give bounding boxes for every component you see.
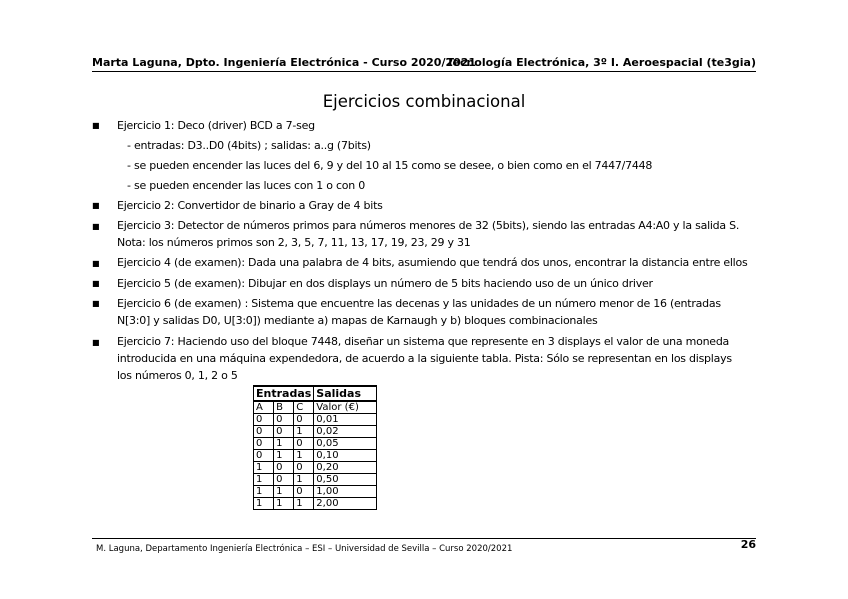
footer-rule (92, 538, 756, 539)
table-cell: 1 (274, 438, 294, 450)
table-cell: 0 (294, 438, 314, 450)
table-cell: 1 (274, 486, 294, 498)
bullet-icon: ■ (92, 338, 100, 347)
table-row (254, 450, 377, 462)
header-author: Marta Laguna, Dpto. Ingeniería Electrónica - Curso 2020/2021 (92, 56, 477, 69)
bullet-icon: ■ (92, 299, 100, 308)
header-rule (92, 71, 756, 72)
exercise-3-line-1: Ejercicio 3: Detector de números primos para números menores de 32 (5bits), siendo las entradas A4:A0 y la salida S. (117, 219, 740, 232)
table-cell: 0,10 (314, 450, 377, 462)
table-column-header: A (254, 401, 274, 414)
table-cell: 0 (274, 462, 294, 474)
table-cell: 1 (294, 498, 314, 510)
table-row (254, 486, 377, 498)
table-cell: 0 (274, 414, 294, 426)
table-cell: 0 (274, 474, 294, 486)
table-cell: 0,50 (314, 474, 377, 486)
bullet-icon: ■ (92, 259, 100, 268)
exercise-3-line-2: Nota: los números primos son 2, 3, 5, 7, 11, 13, 17, 19, 23, 29 y 31 (117, 236, 471, 249)
table-cell: 2,00 (314, 498, 377, 510)
table-group-header-outputs: Salidas (314, 386, 377, 401)
bullet-icon: ■ (92, 279, 100, 288)
table-cell: 0,05 (314, 438, 377, 450)
table-cell: 0,02 (314, 426, 377, 438)
page-header (92, 56, 756, 70)
exercise-1-line-4: - se pueden encender las luces con 1 o con 0 (127, 179, 366, 192)
table-cell: 0 (254, 450, 274, 462)
table-cell: 1 (294, 474, 314, 486)
table-column-header-row (254, 401, 377, 414)
exercise-1-line-2: - entradas: D3..D0 (4bits) ; salidas: a..g (7bits) (127, 139, 371, 152)
exercise-6-line-2: N[3:0] y salidas D0, U[3:0]) mediante a) mapas de Karnaugh y b) bloques combinacionales (117, 314, 598, 327)
table-cell: 0 (254, 414, 274, 426)
table-column-header: B (274, 401, 294, 414)
table-row (254, 462, 377, 474)
table-cell: 0 (254, 438, 274, 450)
table-cell: 1 (254, 474, 274, 486)
table-cell: 1 (254, 486, 274, 498)
table-row (254, 498, 377, 510)
table-cell: 0 (294, 486, 314, 498)
exercise-6-line-1: Ejercicio 6 (de examen) : Sistema que encuentre las decenas y las unidades de un número menor de 16 (entradas (117, 297, 721, 310)
footer-text: M. Laguna, Departamento Ingeniería Electrónica – ESI – Universidad de Sevilla – Curso 2020/2021 (96, 544, 513, 554)
exercise-1-line-1: Ejercicio 1: Deco (driver) BCD a 7-seg (117, 119, 315, 132)
table-column-header: C (294, 401, 314, 414)
exercise-7-line-2: introducida en una máquina expendedora, de acuerdo a la siguiente tabla. Pista: Sólo se representan en los displays (117, 352, 732, 365)
exercise-2-line-1: Ejercicio 2: Convertidor de binario a Gray de 4 bits (117, 199, 383, 212)
table-group-header-inputs: Entradas (254, 386, 314, 401)
table-cell: 1 (294, 450, 314, 462)
table-cell: 1 (254, 462, 274, 474)
table-row (254, 414, 377, 426)
exercise-4-line-1: Ejercicio 4 (de examen): Dada una palabra de 4 bits, asumiendo que tendrá dos unos, encontrar la distancia entre ellos (117, 256, 748, 269)
table-row (254, 474, 377, 486)
table-cell: 0 (254, 426, 274, 438)
table-cell: 1 (254, 498, 274, 510)
table-cell: 0,01 (314, 414, 377, 426)
table-cell: 0,20 (314, 462, 377, 474)
header-course: Tecnología Electrónica, 3º I. Aeroespacial (te3gia) (446, 56, 756, 69)
exercise-7-line-1: Ejercicio 7: Haciendo uso del bloque 7448, diseñar un sistema que represente en 3 displays el valor de una moneda (117, 335, 730, 348)
bullet-icon: ■ (92, 222, 100, 231)
table-cell: 0 (294, 414, 314, 426)
table-cell: 0 (294, 462, 314, 474)
table-row (254, 438, 377, 450)
coin-value-table (253, 385, 377, 510)
table-cell: 1 (294, 426, 314, 438)
table-column-header: Valor (€) (314, 401, 377, 414)
table-cell: 1 (274, 450, 294, 462)
exercise-1-line-3: - se pueden encender las luces del 6, 9 y del 10 al 15 como se desee, o bien como en el 7447/7448 (127, 159, 653, 172)
bullet-icon: ■ (92, 121, 100, 130)
table-row (254, 426, 377, 438)
page-number: 26 (740, 538, 756, 551)
table-cell: 0 (274, 426, 294, 438)
table-cell: 1,00 (314, 486, 377, 498)
exercise-7-line-3: los números 0, 1, 2 o 5 (117, 369, 238, 382)
table-group-header-row (254, 386, 377, 401)
bullet-icon: ■ (92, 201, 100, 210)
page-title: Ejercicios combinacional (322, 92, 526, 111)
table-cell: 1 (274, 498, 294, 510)
exercise-5-line-1: Ejercicio 5 (de examen): Dibujar en dos displays un número de 5 bits haciendo uso de un único driver (117, 277, 653, 290)
